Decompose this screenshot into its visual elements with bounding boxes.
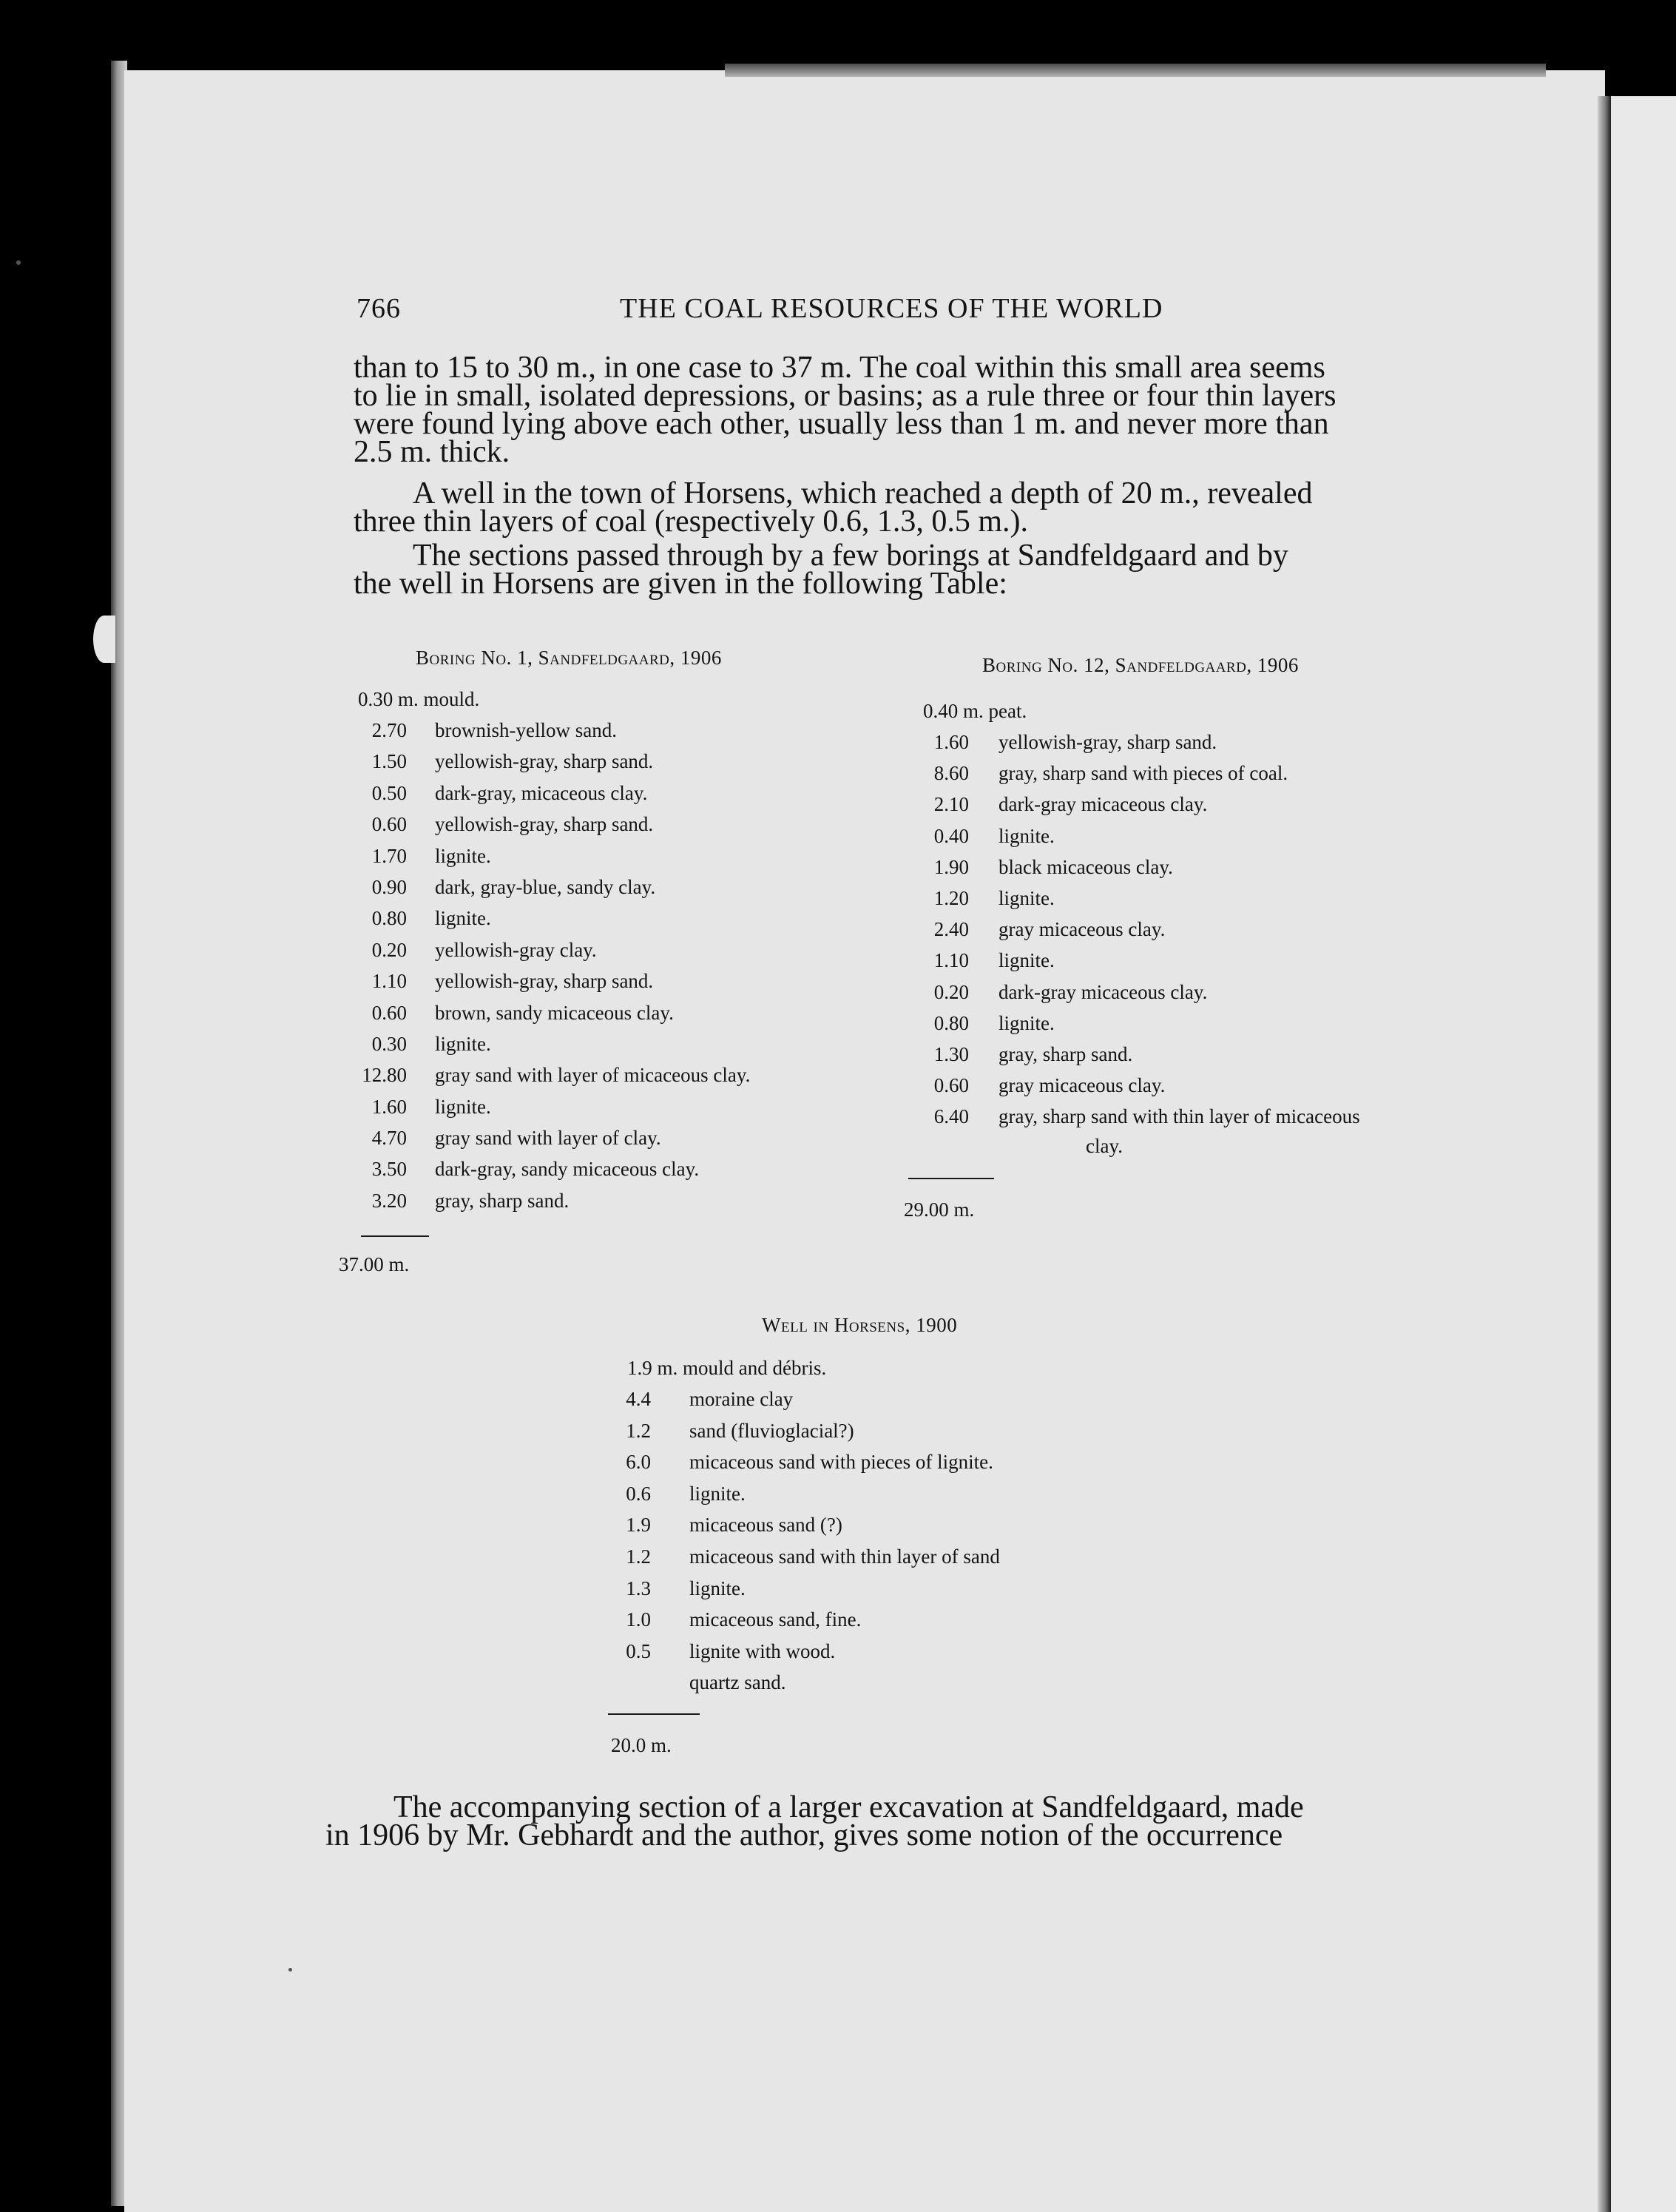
layer-material: lignite. [998,824,1055,847]
layer-material: micaceous sand with thin layer of sand [689,1545,1000,1568]
text-line: three thin layers of coal (respectively 0.6, 1.3, 0.5 m.). [354,505,1029,539]
text-line: to lie in small, isolated depressions, or basins; as a rule three or four thin layers [354,379,1337,413]
text-line: were found lying above each other, usually less than 1 m. and never more than [354,407,1329,441]
layer-material: gray, sharp sand. [435,1189,570,1212]
next-page-sliver [1611,96,1676,2212]
paragraph [354,539,1288,601]
layer-material-continuation: clay. [1086,1135,1123,1158]
layer-thickness: 0.80 [933,1011,969,1034]
layer-material: lignite. [435,1095,491,1118]
paragraph [325,1790,1304,1852]
well-horsens-first-row: 1.9 m. mould and débris. [627,1357,827,1379]
text-line: than to 15 to 30 m., in one case to 37 m. The coal within this small area seems [354,351,1325,385]
layer-thickness: 0.6 [626,1482,651,1505]
layer-material: lignite. [435,1032,491,1055]
boring-12-first-row: 0.40 m. peat. [923,700,1027,722]
text-line: A well in the town of Horsens, which reached a depth of 20 m., revealed [413,476,1313,510]
boring-1-total: 37.00 m. [339,1253,410,1275]
layer-material: lignite. [689,1577,746,1599]
layer-material: dark-gray, sandy micaceous clay. [435,1158,700,1181]
layer-thickness: 8.60 [933,762,969,785]
layer-material: brownish-yellow sand. [435,719,617,741]
layer-thickness: 0.20 [933,980,969,1003]
layer-material: dark, gray-blue, sandy clay. [435,875,656,898]
layer-material: gray micaceous clay. [998,918,1166,941]
layer-thickness: 6.0 [626,1451,651,1474]
layer-material: yellowish-gray clay. [435,938,597,961]
layer-material: gray, sharp sand. [998,1042,1133,1065]
layer-thickness: 2.10 [933,793,969,816]
text-line: The accompanying section of a larger excavation at Sandfeldgaard, made [393,1790,1304,1824]
layer-thickness: 1.30 [933,1042,969,1065]
layer-material: micaceous sand (?) [689,1514,842,1537]
top-page-edge [725,64,1546,77]
layer-material: quartz sand. [689,1671,786,1694]
layer-thickness: 1.90 [933,855,969,878]
layer-material: lignite. [689,1482,746,1505]
layer-thickness: 0.60 [371,1001,407,1024]
layer-material: dark-gray micaceous clay. [998,793,1208,816]
layer-thickness: 1.0 [626,1608,651,1631]
layer-material: lignite. [998,886,1055,909]
boring-12-title: Boring No. 12, Sandfeldgaard, 1906 [982,654,1299,676]
layer-thickness: 2.40 [933,918,969,941]
layer-thickness: 2.70 [371,719,407,741]
layer-material: micaceous sand with pieces of lignite. [689,1451,993,1474]
right-page-gutter [1598,96,1611,2212]
layer-material: lignite. [998,1011,1055,1034]
layer-thickness: 1.60 [933,731,969,753]
boring-1-sum-rule [361,1235,429,1237]
layer-thickness: 1.20 [933,886,969,909]
page-number: 766 [357,293,401,324]
layer-material: gray, sharp sand with thin layer of micaceous [998,1105,1360,1128]
running-head: THE COAL RESOURCES OF THE WORLD [620,293,1163,324]
layer-thickness: 0.60 [371,813,407,836]
boring-1-first-row: 0.30 m. mould. [358,688,480,710]
layer-thickness: 0.40 [933,824,969,847]
well-horsens-total: 20.0 m. [611,1734,672,1756]
layer-thickness: 1.60 [371,1095,407,1118]
scan-speck [288,1968,292,1972]
scan-speck [16,260,21,265]
layer-material: lignite. [435,844,491,867]
layer-thickness: 1.10 [371,970,407,993]
layer-material: dark-gray micaceous clay. [998,980,1208,1003]
layer-thickness: 3.50 [371,1158,407,1181]
layer-thickness: 0.5 [626,1639,651,1662]
layer-thickness: 0.90 [371,875,407,898]
layer-thickness: 12.80 [362,1064,407,1087]
layer-material: brown, sandy micaceous clay. [435,1001,674,1024]
layer-material: lignite. [435,907,491,930]
boring-12-sum-rule [908,1178,994,1179]
layer-thickness: 1.2 [626,1419,651,1442]
layer-material: yellowish-gray, sharp sand. [435,970,654,993]
layer-thickness: 0.20 [371,938,407,961]
layer-material: moraine clay [689,1388,794,1410]
layer-thickness: 1.3 [626,1577,651,1599]
layer-thickness: 4.70 [371,1127,407,1150]
layer-material: yellowish-gray, sharp sand. [998,731,1217,753]
layer-thickness: 1.10 [933,949,969,972]
layer-thickness: 6.40 [933,1105,969,1128]
layer-material: lignite. [998,949,1055,972]
layer-material: sand (fluvioglacial?) [689,1419,854,1442]
layer-material: dark-gray, micaceous clay. [435,781,648,804]
layer-material: yellowish-gray, sharp sand. [435,813,654,836]
layer-material: black micaceous clay. [998,855,1173,878]
layer-material: gray sand with layer of micaceous clay. [435,1064,751,1087]
layer-thickness: 4.4 [626,1388,651,1410]
layer-thickness: 0.30 [371,1032,407,1055]
layer-thickness: 1.70 [371,844,407,867]
layer-thickness: 1.2 [626,1545,651,1568]
layer-material: lignite with wood. [689,1639,836,1662]
boring-12-total: 29.00 m. [904,1198,975,1221]
text-line: the well in Horsens are given in the following Table: [354,567,1007,601]
layer-material: gray sand with layer of clay. [435,1127,661,1150]
layer-thickness: 3.20 [371,1189,407,1212]
paragraph [354,351,1337,469]
layer-material: gray micaceous clay. [998,1074,1166,1097]
text-line: The sections passed through by a few borings at Sandfeldgaard and by [413,539,1288,573]
layer-thickness: 0.60 [933,1074,969,1097]
layer-thickness: 1.50 [371,750,407,773]
well-horsens-sum-rule [608,1713,700,1715]
layer-thickness: 0.50 [371,781,407,804]
layer-thickness: 0.80 [371,907,407,930]
layer-thickness: 1.9 [626,1514,651,1537]
layer-material: gray, sharp sand with pieces of coal. [998,762,1288,785]
well-horsens-title: Well in Horsens, 1900 [762,1314,958,1336]
page-notch [93,616,115,663]
boring-1-title: Boring No. 1, Sandfeldgaard, 1906 [416,647,722,669]
layer-material: micaceous sand, fine. [689,1608,862,1631]
text-line: in 1906 by Mr. Gebhardt and the author, gives some notion of the occurrence [325,1818,1283,1852]
text-line: 2.5 m. thick. [354,435,510,469]
layer-material: yellowish-gray, sharp sand. [435,750,654,773]
paragraph [354,476,1313,539]
